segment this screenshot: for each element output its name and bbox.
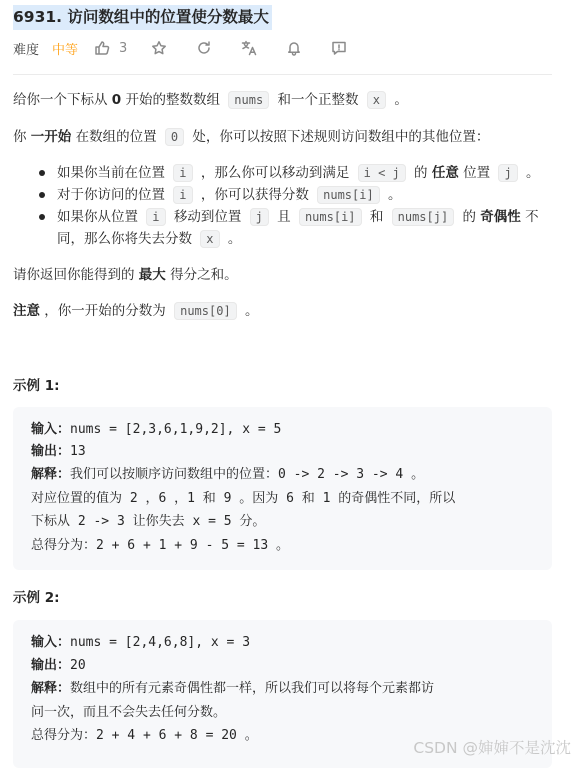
refresh-icon	[196, 40, 212, 56]
meta-bar	[13, 37, 347, 59]
translate-icon	[241, 40, 257, 56]
rule-item-2: 对于你访问的位置 i ，你可以获得分数 nums[i] 。	[57, 187, 402, 203]
thumbs-up-icon	[94, 40, 110, 56]
desc-paragraph-3: 请你返回你能得到的 最大 得分之和。	[13, 267, 238, 283]
bullet-dot	[39, 170, 45, 176]
example-1-explain: 解释：我们可以按顺序访问数组中的位置：0 -> 2 -> 3 -> 4 。	[31, 467, 425, 482]
like-count: 3	[119, 40, 128, 56]
example-2-output: 输出：20	[31, 658, 86, 673]
favorite-button[interactable]	[151, 40, 167, 56]
message-icon	[331, 40, 347, 56]
title-wrap	[13, 5, 272, 30]
reset-button[interactable]	[196, 40, 212, 56]
problem-title[interactable]: 6931. 访问数组中的位置使分数最大	[13, 5, 272, 30]
example-2-explain-line: 问一次，而且不会失去任何分数。	[31, 705, 227, 720]
header-divider	[13, 74, 552, 75]
example-2-title: 示例 2:	[13, 590, 60, 606]
example-2-explain-line: 总得分为：2 + 4 + 6 + 8 = 20 。	[31, 728, 258, 743]
bullet-dot	[39, 192, 45, 198]
example-2-input: 输入：nums = [2,4,6,8], x = 3	[31, 635, 251, 650]
example-1-explain-line: 对应位置的值为 2 ，6 ，1 和 9 。因为 6 和 1 的奇偶性不同，所以	[31, 491, 456, 506]
example-1-input: 输入：nums = [2,3,6,1,9,2], x = 5	[31, 422, 282, 437]
feedback-button[interactable]	[331, 40, 347, 56]
example-1-output: 输出：13	[31, 444, 86, 459]
example-1-explain-line: 下标从 2 -> 3 让你失去 x = 5 分。	[31, 514, 266, 529]
translate-button[interactable]	[241, 40, 257, 56]
bell-icon	[286, 40, 302, 56]
note-paragraph: 注意 ，你一开始的分数为 nums[0] 。	[13, 303, 259, 319]
watermark: CSDN @婶婶不是沈沈	[413, 739, 571, 757]
star-icon	[151, 40, 167, 56]
difficulty-badge: 中等	[52, 42, 79, 58]
notify-button[interactable]	[286, 40, 302, 56]
example-1-explain-line: 总得分为：2 + 6 + 1 + 9 - 5 = 13 。	[31, 538, 290, 553]
rule-item-3-cont: 同，那么你将失去分数 x 。	[57, 231, 242, 247]
rule-item-1: 如果你当前在位置 i ，那么你可以移动到满足 i < j 的 任意 位置 j 。	[57, 165, 540, 181]
like-button[interactable]	[94, 40, 127, 56]
bullet-dot	[39, 214, 45, 220]
desc-paragraph-1: 给你一个下标从 0 开始的整数数组 nums 和一个正整数 x 。	[13, 92, 408, 108]
example-2-explain: 解释：数组中的所有元素奇偶性都一样，所以我们可以将每个元素都访	[31, 681, 435, 696]
rule-item-3: 如果你从位置 i 移动到位置 j 且 nums[i] 和 nums[j] 的 奇偶性 不	[57, 209, 539, 225]
example-1-box	[13, 407, 552, 570]
desc-paragraph-2: 你 一开始 在数组的位置 0 处，你可以按照下述规则访问数组中的其他位置：	[13, 129, 490, 145]
difficulty-label: 难度	[13, 42, 40, 58]
example-1-title: 示例 1:	[13, 378, 60, 394]
